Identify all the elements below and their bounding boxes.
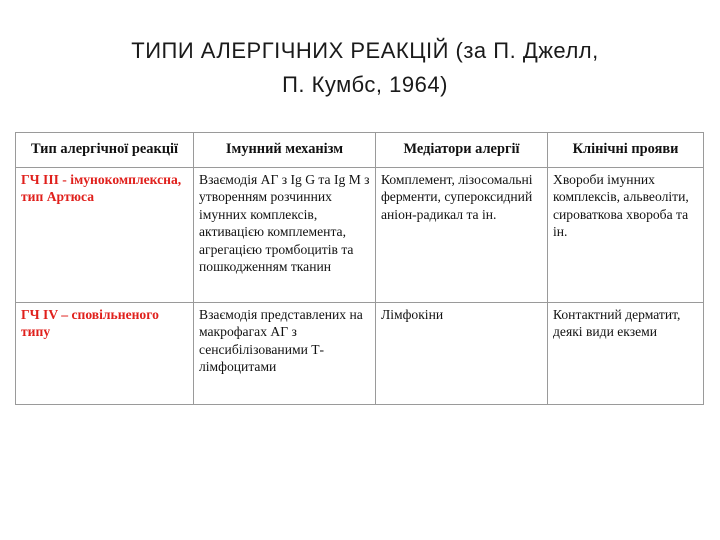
cell-reaction-type: ГЧ III - імунокомплексна, тип Артюса: [16, 167, 194, 302]
slide-title-line-1: ТИПИ АЛЕРГІЧНИХ РЕАКЦІЙ (за П. Джелл,: [131, 38, 599, 63]
cell-immune-mechanism: Взаємодія представлених на макрофагах АГ з сенсибілізованими Т-лімфоцитами: [194, 302, 376, 404]
slide-title: [20, 34, 710, 102]
table-row: [16, 167, 704, 302]
cell-clinical-manifestations: Хвороби імунних комплексів, альвеоліти, сироваткова хвороба та ін.: [548, 167, 704, 302]
slide-title-line-2: П. Кумбс, 1964): [282, 72, 448, 97]
table-row: [16, 302, 704, 404]
header-reaction-type: Тип алергічної реакції: [16, 133, 194, 168]
cell-immune-mechanism: Взаємодія АГ з Ig G та Ig M з утворенням розчинних імунних комплексів, активацією комплемента, агрегацією тромбоцитів та пошкодженням тканин: [194, 167, 376, 302]
cell-mediators: Комплемент, лізосомальні ферменти, супероксидний аніон-радикал та ін.: [376, 167, 548, 302]
header-immune-mechanism: Імунний механізм: [194, 133, 376, 168]
header-clinical-manifestations: Клінічні прояви: [548, 133, 704, 168]
cell-clinical-manifestations: Контактний дерматит, деякі види екземи: [548, 302, 704, 404]
allergy-types-table: [15, 132, 704, 405]
header-mediators: Медіатори алергії: [376, 133, 548, 168]
cell-mediators: Лімфокіни: [376, 302, 548, 404]
cell-reaction-type: ГЧ IV – сповільненого типу: [16, 302, 194, 404]
table-header-row: [16, 133, 704, 168]
